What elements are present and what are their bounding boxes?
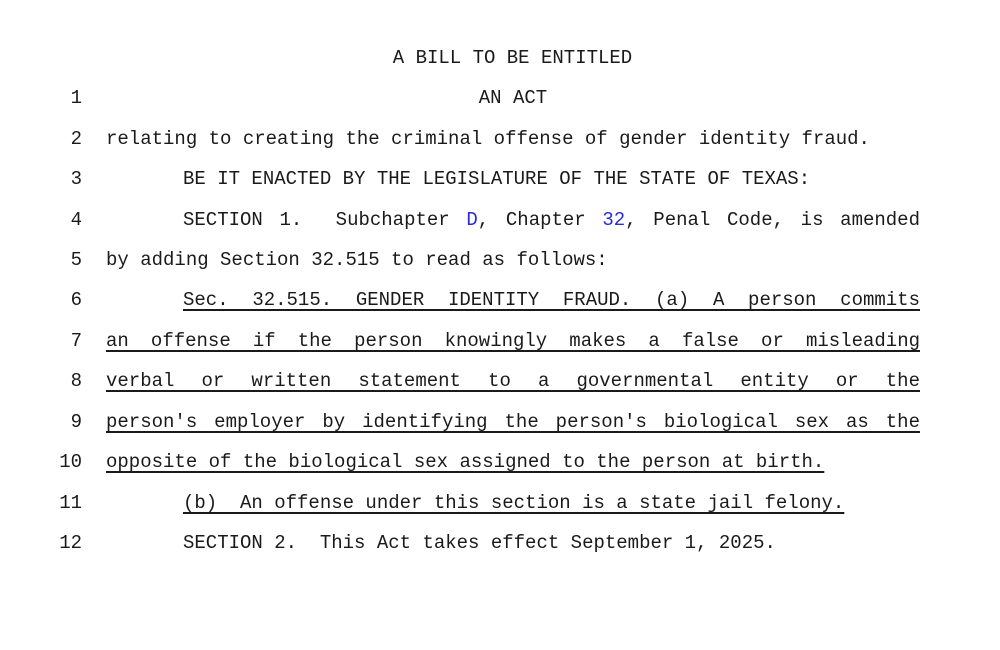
bill-line-7: [0, 329, 1000, 353]
added-text: opposite of the biological sex assigned to the person at birth.: [106, 451, 825, 473]
added-text: Sec. 32.515. GENDER IDENTITY FRAUD. (a) A person commits: [183, 289, 920, 311]
bill-heading: A BILL TO BE ENTITLED: [392, 47, 633, 69]
bill-line-9: [0, 410, 1000, 434]
line-number: 6: [70, 289, 82, 311]
bill-line-5: [0, 248, 1000, 272]
subchapter-reference-link[interactable]: D: [466, 209, 478, 231]
line-number: 3: [70, 168, 82, 190]
section-1-mid: , Chapter: [477, 209, 603, 231]
bill-line-12: [0, 531, 1000, 555]
added-text: verbal or written statement to a governmental entity or the: [106, 370, 920, 392]
line-number: 9: [70, 411, 82, 433]
section-1-text: [183, 208, 920, 232]
line-number: 2: [70, 128, 82, 150]
bill-line-6: [0, 288, 1000, 312]
bill-line-11: [0, 491, 1000, 515]
added-text: person's employer by identifying the person's biological sex as the: [106, 411, 920, 433]
bill-line-3: [0, 167, 1000, 191]
bill-line-10: [0, 450, 1000, 474]
line-number: 7: [70, 330, 82, 352]
bill-line-2: [0, 127, 1000, 151]
line-number: 1: [70, 87, 82, 109]
line-number: 12: [59, 532, 82, 554]
line-number: 10: [59, 451, 82, 473]
section-1-lead: SECTION 1. Subchapter: [183, 209, 467, 231]
body-text: by adding Section 32.515 to read as follows:: [106, 249, 608, 271]
line-number: 8: [70, 370, 82, 392]
bill-line-1: [0, 86, 1000, 110]
section-1-tail: , Penal Code, is amended: [625, 209, 920, 231]
added-text: an offense if the person knowingly makes a false or misleading: [106, 330, 920, 352]
line-number: 4: [70, 209, 82, 231]
bill-line-8: [0, 369, 1000, 393]
added-text: (b) An offense under this section is a state jail felony.: [183, 492, 845, 514]
line-number: 5: [70, 249, 82, 271]
enacting-clause: BE IT ENACTED BY THE LEGISLATURE OF THE STATE OF TEXAS:: [183, 168, 811, 190]
chapter-reference-link[interactable]: 32: [602, 209, 626, 231]
act-title: AN ACT: [478, 87, 548, 109]
effective-date-text: SECTION 2. This Act takes effect September 1, 2025.: [183, 532, 776, 554]
line-number: 11: [59, 492, 82, 514]
bill-line-4: [0, 208, 1000, 232]
caption-text: relating to creating the criminal offense of gender identity fraud.: [106, 128, 870, 150]
